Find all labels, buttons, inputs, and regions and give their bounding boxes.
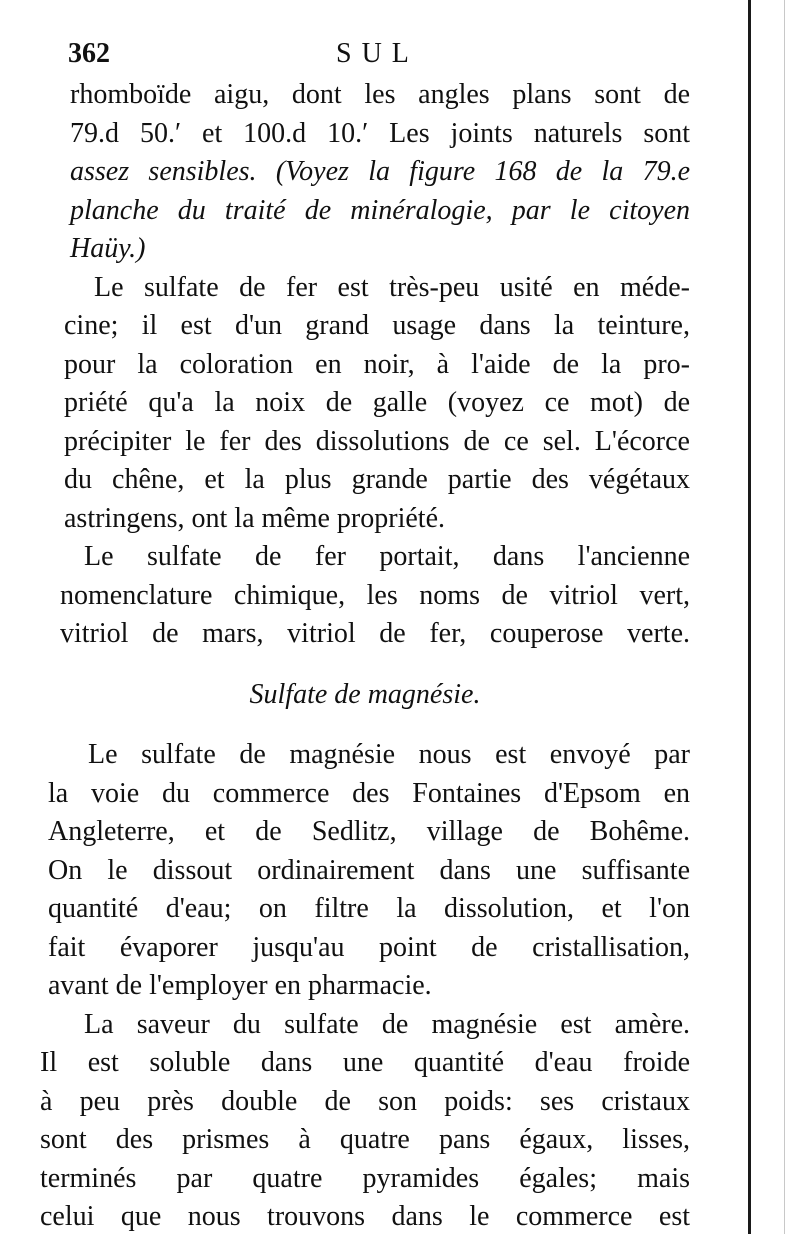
text-line: nomenclature chimique, les noms de vitriol vert, [60,579,690,611]
text-line: Il est soluble dans une quantité d'eau froide [40,1047,690,1078]
text-line: précipiter le fer des dissolutions de ce sel. L'écorce [64,425,690,457]
text-line: à peu près double de son poids: ses cristaux [40,1085,690,1117]
text-line: Angleterre, et de Sedlitz, village de Bohême. [48,816,690,847]
text-line: assez sensibles. (Voyez la figure 168 de la 79.e [70,156,690,187]
text-line: 79.d 50.′ et 100.d 10.′ Les joints naturels sont [70,117,690,149]
text-line: rhomboïde aigu, dont les angles plans sont de [70,79,690,110]
paragraph-iron-sulfate-uses [40,269,690,539]
text-line: On le dissout ordinairement dans une suffisante [48,854,690,886]
paragraph-iron-sulfate-names [40,538,690,654]
section-heading: Sulfate de magnésie. [249,678,481,710]
text-line: cine; il est d'un grand usage dans la teinture, [64,310,690,341]
text-line: avant de l'employer en pharmacie. [48,970,432,1001]
page-header [68,38,688,78]
text-line: pour la coloration en noir, à l'aide de la pro- [64,348,690,380]
text-line: vitriol de mars, vitriol de fer, couperose verte. [60,618,690,649]
text-line: astringens, ont la même propriété. [64,502,445,534]
paragraph-continued [40,76,690,269]
text-line: Le sulfate de fer est très-peu usité en méde- [94,271,690,303]
paragraph-magnesia-origin [40,736,690,1006]
text-line: Le sulfate de magnésie nous est envoyé par [88,739,690,770]
running-head: SUL [336,38,419,69]
text-line: priété qu'a la noix de galle (voyez ce mot) de [64,387,690,418]
text-line: Le sulfate de fer portait, dans l'ancienne [84,541,690,572]
text-line: quantité d'eau; on filtre la dissolution, et l'on [48,893,690,924]
text-line: Haüy.) [70,233,146,264]
text-line: du chêne, et la plus grande partie des végétaux [64,464,690,495]
text-line: planche du traité de minéralogie, par le citoyen [70,194,690,226]
text-line: sont des prismes à quatre pans égaux, lisses, [40,1124,690,1155]
text-line: la voie du commerce des Fontaines d'Epsom en [48,777,690,809]
body-text [40,76,690,1237]
text-line: La saveur du sulfate de magnésie est amère. [84,1008,690,1040]
page-edge-line [748,0,751,1234]
paragraph-magnesia-properties [40,1006,690,1237]
text-line: fait évaporer jusqu'au point de cristallisation, [48,931,690,963]
text-line: terminés par quatre pyramides égales; mais [40,1162,690,1194]
text-line: celui que nous trouvons dans le commerce est [40,1201,690,1232]
page-number: 362 [68,38,110,69]
page-edge-line-faint [784,0,785,1234]
